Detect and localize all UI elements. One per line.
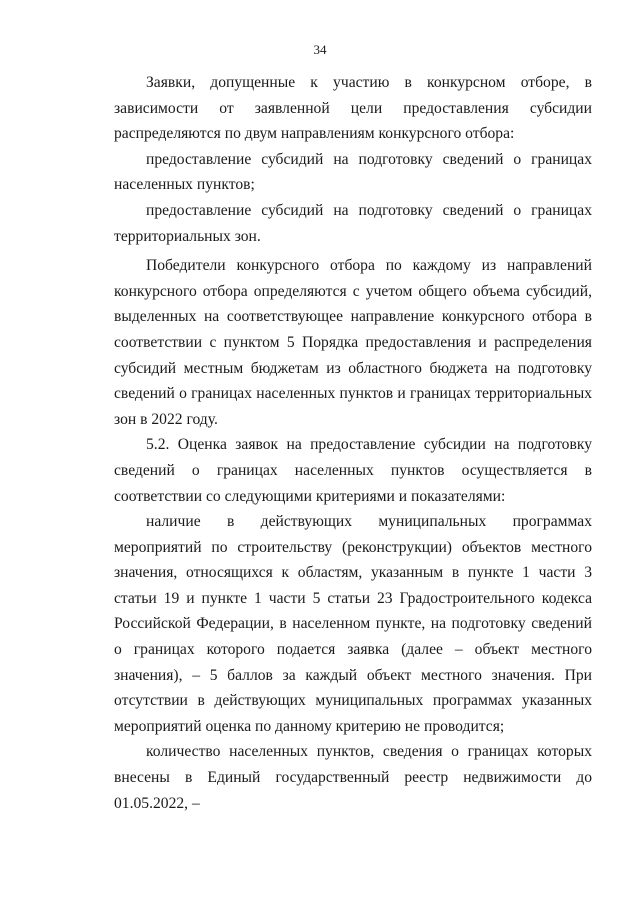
document-body xyxy=(114,70,592,816)
paragraph-criterion-programs: наличие в действующих муниципальных программах мероприятий по строительству (реконструкции) объектов местного значения, относящихся к областям, указанным в пункте 1 части 3 статьи 19 и пункте 1 части 5 статьи 23 Градостроительного кодекса Российской Федерации, в населенном пункте, на подготовку сведений о границах которого подается заявка (далее – объект местного значения), – 5 баллов за каждый объект местного значения. При отсутствии в действующих муниципальных программах указанных мероприятий оценка по данному критерию не проводится; xyxy=(114,513,592,735)
paragraph-application-directions: Заявки, допущенные к участию в конкурсном отборе, в зависимости от заявленной цели предоставления субсидии распределяются по двум направлениям конкурсного отбора: xyxy=(114,74,592,143)
paragraph-criterion-settlement-count: количество населенных пунктов, сведения о границах которых внесены в Единый государственный реестр недвижимости до 01.05.2022, – xyxy=(114,743,592,812)
paragraph-section-5-2: 5.2. Оценка заявок на предоставление субсидии на подготовку сведений о границах населенных пунктов осуществляется в соответствии со следующими критериями и показателями: xyxy=(114,436,592,505)
paragraph-direction-zones: предоставление субсидий на подготовку сведений о границах территориальных зон. xyxy=(114,201,592,245)
page-number: 34 xyxy=(313,42,327,57)
paragraph-winners: Победители конкурсного отбора по каждому из направлений конкурсного отбора определяются с учетом общего объема субсидий, выделенных на соответствующее направление конкурсного отбора в соответствии с пунктом 5 Порядка предоставления и распределения субсидий местным бюджетам из областного бюджета на подготовку сведений о границах населенных пунктов и границах территориальных зон в 2022 году. xyxy=(114,257,592,428)
paragraph-direction-settlements: предоставление субсидий на подготовку сведений о границах населенных пунктов; xyxy=(114,150,592,194)
